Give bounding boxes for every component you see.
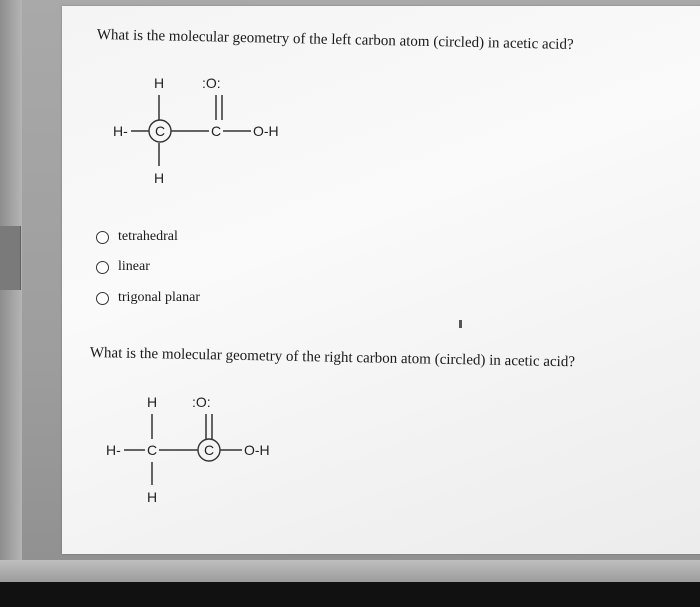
mouse-cursor-icon xyxy=(459,320,462,328)
mol1-o-h: O-H xyxy=(253,123,279,139)
side-tab[interactable] xyxy=(0,226,21,290)
mol1-h-left: H- xyxy=(113,123,128,139)
mol1-h-bottom: H xyxy=(154,170,165,186)
choice-trigonal-planar-label: trigonal planar xyxy=(118,290,201,305)
mol2-c-left: C xyxy=(147,442,158,458)
radio-tetrahedral[interactable] xyxy=(96,231,109,244)
choice-linear-label: linear xyxy=(118,259,150,274)
question-2-text: What is the molecular geometry of the right carbon atom (circled) in acetic acid? xyxy=(89,345,576,371)
mol1-c-right: C xyxy=(211,123,222,139)
left-bezel xyxy=(0,0,22,585)
mol2-c-right: C xyxy=(204,442,215,458)
acetic-acid-structure-2 xyxy=(100,387,320,512)
acetic-acid-structure-1 xyxy=(105,68,325,193)
monitor-bezel-bottom xyxy=(0,582,700,607)
mol2-h-bottom: H xyxy=(147,489,158,505)
mol2-o-h: O-H xyxy=(244,442,270,458)
mol1-h-top: H xyxy=(154,75,165,91)
radio-trigonal-planar[interactable] xyxy=(96,292,109,305)
mol2-h-top: H xyxy=(147,394,158,410)
choice-tetrahedral-label: tetrahedral xyxy=(118,229,178,244)
question-1-text: What is the molecular geometry of the left carbon atom (circled) in acetic acid? xyxy=(96,27,574,53)
mol2-h-left: H- xyxy=(106,442,121,458)
mol2-o-double: :O: xyxy=(192,394,211,410)
choice-trigonal-planar[interactable] xyxy=(96,290,200,306)
mol1-o-double: :O: xyxy=(202,75,221,91)
choice-linear[interactable] xyxy=(96,259,150,275)
radio-linear[interactable] xyxy=(96,261,109,274)
screen-bottom-edge xyxy=(0,560,700,582)
mol1-c-left: C xyxy=(155,123,166,139)
choice-tetrahedral[interactable] xyxy=(96,229,178,245)
